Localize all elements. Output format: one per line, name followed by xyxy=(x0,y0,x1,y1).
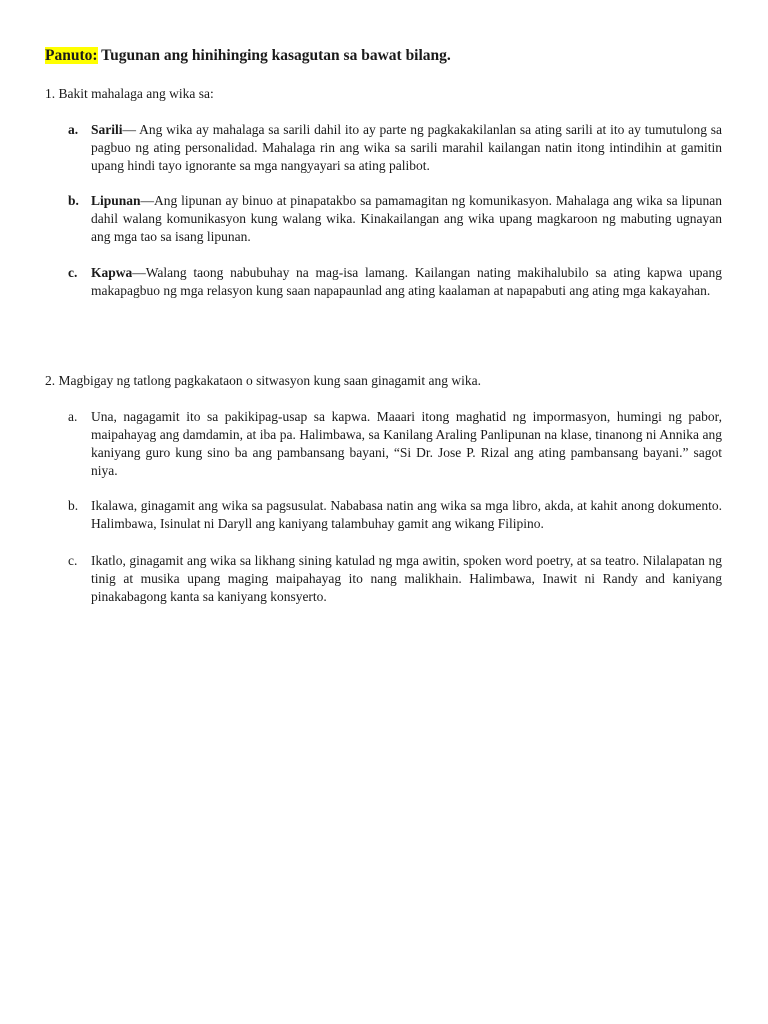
question-1-prompt: 1. Bakit mahalaga ang wika sa: xyxy=(45,86,214,101)
instruction-text: Tugunan ang hinihinging kasagutan sa bawat bilang. xyxy=(101,47,451,64)
answer-text: —Ang lipunan ay binuo at pinapatakbo sa pamamagitan ng komunikasyon. Mahalaga ang wika sa lipunan dahil walang komunikasyon kung walang wika. Kinakailangan ang wika upang magkaroon ng mabuting ugnayan ang mga tao sa isang lipunan. xyxy=(91,193,722,244)
answer-term: Sarili xyxy=(91,122,123,137)
answer-text: Ikatlo, ginagamit ang wika sa likhang sining katulad ng mga awitin, spoken word poetry, at sa teatro. Nilalapatan ng tinig at musika upang maging maipahayag ito nang malikhain. Halimbawa, Inawit ni Randy and kaniyang pinakabagong kanta sa kaniyang konsyerto. xyxy=(91,553,722,604)
answer-text: Una, nagagamit ito sa pakikipag-usap sa kapwa. Maaari itong maghatid ng impormasyon, humingi ng pabor, maipahayag ang damdamin, at iba pa. Halimbawa, sa Kanilang Araling Panlipunan na klase, tinanong ni Annika ang kaniyang guro kung sino ba ang pambansang bayani, “Si Dr. Jose P. Rizal ang ating pambansang bayani.” sagot niya. xyxy=(91,409,722,478)
answer-body xyxy=(91,264,722,300)
answer-term: Kapwa xyxy=(91,265,133,280)
answer-body xyxy=(91,121,722,175)
instruction-heading xyxy=(45,47,451,65)
answer-letter: b. xyxy=(68,498,79,513)
answer-letter: a. xyxy=(68,409,78,424)
question-2-prompt: 2. Magbigay ng tatlong pagkakataon o sitwasyon kung saan ginagamit ang wika. xyxy=(45,373,482,388)
answer-letter: a. xyxy=(68,122,79,137)
instruction-label: Panuto: xyxy=(45,47,98,64)
answer-letter: c. xyxy=(68,553,78,568)
answer-letter: b. xyxy=(68,193,79,208)
answer-term: Lipunan xyxy=(91,193,141,208)
answer-text: Ikalawa, ginagamit ang wika sa pagsusulat. Nababasa natin ang wika sa mga libro, akda, at kahit anong dokumento. Halimbawa, Isinulat ni Daryll ang kaniyang talambuhay gamit ang wikang Filipino. xyxy=(91,498,722,531)
answer-body xyxy=(91,192,722,246)
answer-text: — Ang wika ay mahalaga sa sarili dahil ito ay parte ng pagkakakilanlan sa ating sarili at ito ay tumutulong sa pagbuo ng ating personalidad. Mahalaga rin ang wika sa sarili marahil kailangan natin itong intindihin at gamitin upang hindi tayo ignorante sa mga nangyayari sa ating palibot. xyxy=(91,122,722,173)
answer-letter: c. xyxy=(68,265,78,280)
answer-text: —Walang taong nabubuhay na mag-isa lamang. Kailangan nating makihalubilo sa ating kapwa upang makapagbuo ng mga relasyon kung saan napapaunlad ang ating kaalaman at napapabuti ang ating mga kakayahan. xyxy=(91,265,722,298)
